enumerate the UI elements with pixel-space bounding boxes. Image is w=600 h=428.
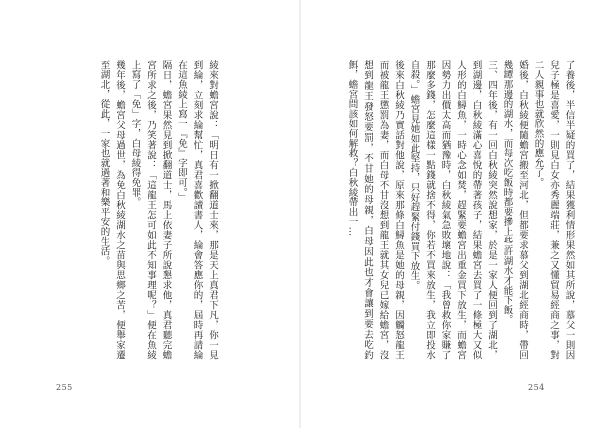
book-gutter <box>299 0 301 428</box>
paragraph: 後來白秋綾乃實話對他說，原來那條白鱘魚是她的母親，因觸怒龍王而被龍王懲罰為妻，而白母不甘沒想到龍王就其女兒已嫁給蟾宮，沒想到龍王發怒要罰，不甘她的母親，白母因此也才會讓到要去吃釣餌，蟾宮問該如何解救？白秋綾帶出一… <box>346 60 404 360</box>
paragraph: 三、四年後，有一回白秋綾突然說想家，於是一家人便回到了湖北，到湖邊，白秋綾滿心喜悅的帶著孩子，結果蟾宮去買了一條極大又似人形的白鱘魚，一時心念如焚，趕緊要蟾宮出重金買下放生，而蟾宮因勢力出價太高而猶豫時，白秋綾氣急敗壞地說：「我曾救你家賺了那麼多錢，怎麼這樣一點錢就捨不得，你若不買來放生，我立即投水自殺。」蟾宮見她如此堅持，只好趕緊付錢買下放生。 <box>408 60 497 360</box>
right-page <box>344 60 575 360</box>
paragraph: 婚後，白秋綾便隨蟾宮搬至河北，但都要求慕父到湖北經商時，帶回幾罈那邊的湖水，而每次吃飯時都要摻上些許湖水才能下飯。 <box>501 60 528 360</box>
paragraph: 幾年後，蟾宮父母過世，為免白秋綾湖水之苗與思鄉之苦，便舉家遷至湖北，從此，一家也就過著和樂平安的生活。 <box>98 60 125 360</box>
page-number-right: 254 <box>528 383 545 392</box>
left-page-text <box>96 60 220 360</box>
right-page-text <box>344 60 577 360</box>
left-page <box>96 60 272 360</box>
paragraph: 了養後，半信半疑的買了，結果獲利情形果然如其所說，慕父一則因兒子極是喜愛，一則見白女亦秀麗端莊，兼之又懂貿易經商之事，對二人親事也就欣然的應允了。 <box>532 60 575 360</box>
paragraph: 隔日，蟾宮果然見到掀翻道士，馬上依妻子所說懇求他，真君聽完蟾宮所求之後，乃笑著說：「這龍王怎可如此不知事理呢？」便在魚綾上寫了「免」字，白母綾得免罪。 <box>129 60 172 360</box>
page-number-left: 255 <box>56 383 73 392</box>
paragraph: 綾來對蟾宮說：「明日有一掀翻道士來，那是天上真君下凡，你一見到綸，立刻求綸幫忙，真君喜歡讀書人，綸會答應你的，屆時再請綸在這魚綾上寫一『免』字即可。」 <box>176 60 218 360</box>
